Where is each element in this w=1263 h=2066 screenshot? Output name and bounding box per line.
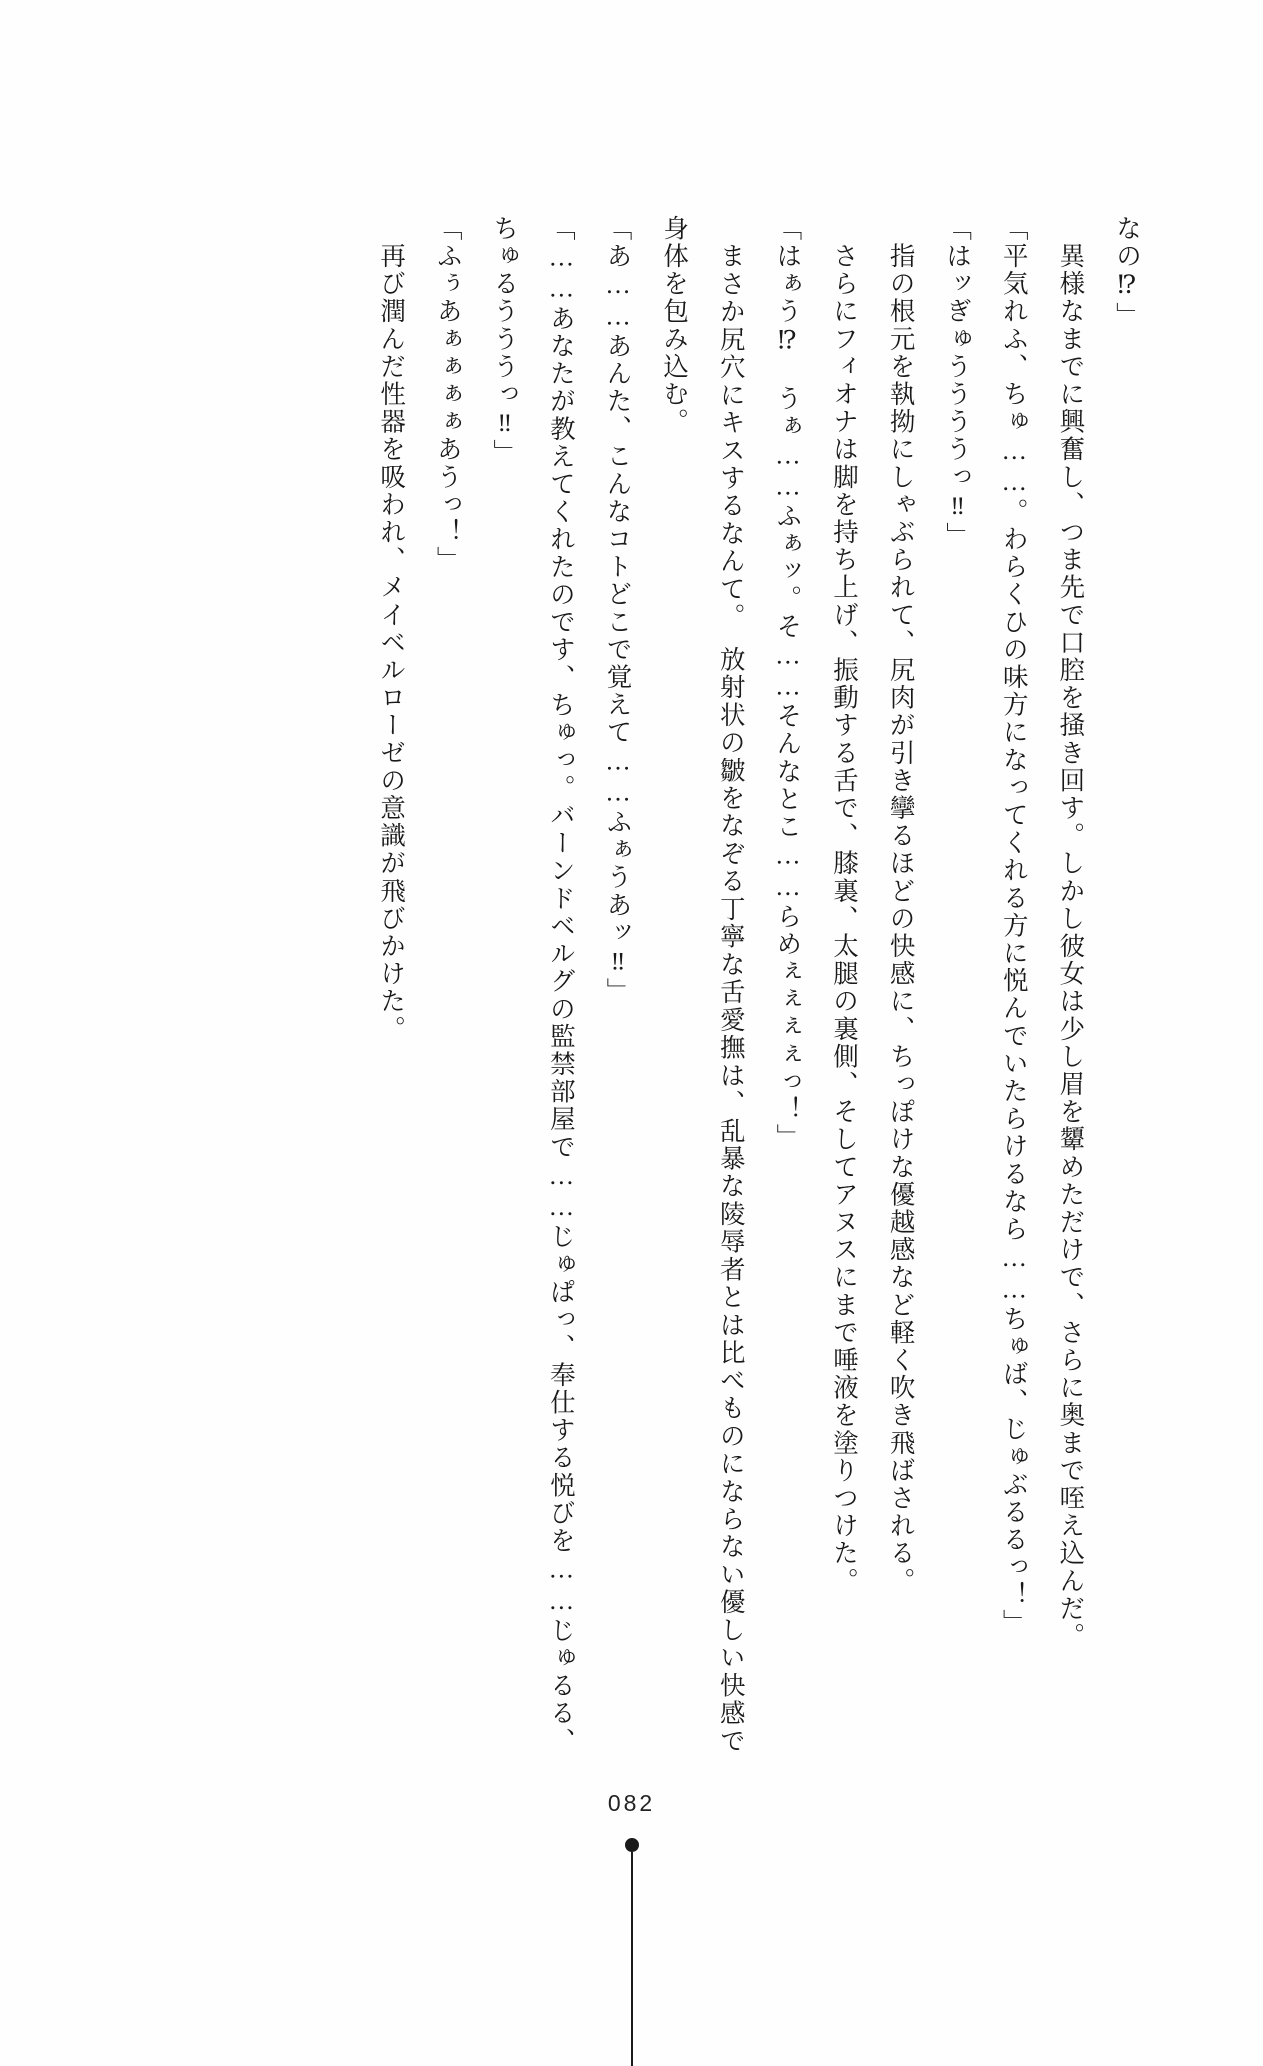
folio-rule-ornament	[631, 1852, 633, 2066]
body-paragraph: 「あ……あんた、こんなコトどこで覚えて……ふぁうあッ‼」	[603, 215, 633, 1006]
body-paragraph: なの⁉」	[1113, 215, 1142, 330]
folio-dot-ornament	[625, 1838, 639, 1852]
body-paragraph: 「はぁう⁉ うぁ……ふぁッ。そ……そんなとこ……らめぇぇぇぇっ！」	[773, 215, 803, 1152]
body-paragraph: 「はッぎゅううううっ‼」	[943, 215, 973, 550]
body-paragraph: 「……あなたが教えてくれたのです、ちゅっ。バーンドベルグの監禁部屋で……じゅぱっ、奉仕する悦びを……じゅるる、ちゅるうううっ‼」	[490, 215, 576, 1755]
body-paragraph: さらにフィオナは脚を持ち上げ、振動する舌で、膝裏、太腿の裏側、そしてアヌスにまで唾液を塗りつけた。	[829, 215, 859, 1595]
vertical-text-body	[110, 215, 1155, 1755]
body-paragraph: 「ふぅあぁぁぁぁあうっ！」	[433, 215, 463, 574]
page-number: 082	[607, 1790, 656, 1816]
body-paragraph: 異様なまでに興奮し、つま先で口腔を掻き回す。しかし彼女は少し眉を顰めただけで、さらに奥まで咥え込んだ。	[1056, 215, 1086, 1651]
body-paragraph: 指の根元を執拗にしゃぶられて、尻肉が引き攣るほどの快感に、ちっぽけな優越感など軽く吹き飛ばされる。	[886, 215, 916, 1595]
body-paragraph: 再び潤んだ性器を吸われ、メイベルローゼの意識が飛びかけた。	[377, 215, 407, 1043]
body-paragraph: まさか尻穴にキスするなんて。 放射状の皺をなぞる丁寧な舌愛撫は、乱暴な陵辱者とは比べものにならない優しい快感で身体を包み込む。	[660, 215, 746, 1755]
body-paragraph: 「平気れふ、ちゅ……。わらくひの味方になってくれる方に悦んでいたらけるなら……ちゅば、じゅぶるるっ！」	[999, 215, 1029, 1637]
